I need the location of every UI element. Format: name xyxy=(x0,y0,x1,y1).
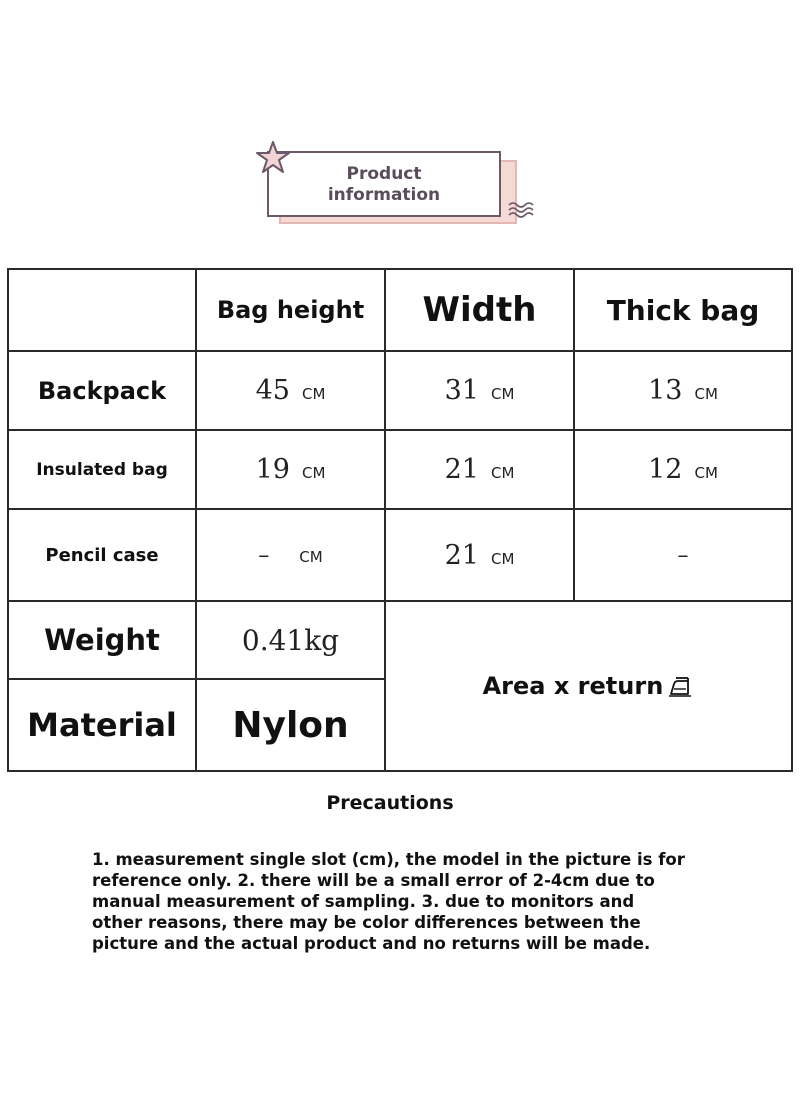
pencil-width-value: 21 xyxy=(444,539,479,571)
precautions-title: Precautions xyxy=(326,792,454,814)
table-header-row xyxy=(8,269,792,351)
unit-label: CM xyxy=(490,549,515,568)
table-row xyxy=(8,601,792,679)
iron-icon xyxy=(668,675,694,697)
precautions-text xyxy=(92,849,712,954)
pencil-thick-cell xyxy=(574,509,792,601)
insulated-width-cell xyxy=(385,430,574,509)
wave-icon xyxy=(507,200,539,220)
insulated-height-cell xyxy=(196,430,385,509)
badge-title-line1: Product xyxy=(346,164,422,184)
precautions-line: manual measurement of sampling. 3. due to monitors and xyxy=(92,892,635,911)
unit-label: CM xyxy=(694,464,718,482)
backpack-thick-cell xyxy=(574,351,792,430)
weight-value: 0.41kg xyxy=(196,601,385,679)
badge-title xyxy=(267,164,501,206)
precautions-line: 1. measurement single slot (cm), the model in the picture is for xyxy=(92,850,685,869)
table-row xyxy=(8,430,792,509)
care-label: Area x return xyxy=(482,672,664,700)
row-label-backpack: Backpack xyxy=(8,351,196,430)
column-header-bag-height: Bag height xyxy=(196,269,385,351)
unit-label: CM xyxy=(301,464,326,482)
material-value: Nylon xyxy=(196,679,385,771)
unit-label: CM xyxy=(490,464,515,482)
table-row xyxy=(8,351,792,430)
backpack-height-value: 45 xyxy=(255,375,290,406)
star-icon xyxy=(255,140,295,180)
pencil-height-cell xyxy=(196,509,385,601)
product-information-badge xyxy=(255,140,545,240)
backpack-width-value: 31 xyxy=(444,375,479,406)
unit-label: CM xyxy=(299,547,323,566)
insulated-thick-cell xyxy=(574,430,792,509)
unit-label: CM xyxy=(301,385,326,403)
insulated-height-value: 19 xyxy=(255,454,290,485)
table-row xyxy=(8,509,792,601)
row-label-pencil-case: Pencil case xyxy=(8,509,196,601)
backpack-width-cell xyxy=(385,351,574,430)
precautions-line: other reasons, there may be color differences between the xyxy=(92,913,641,932)
row-label-weight: Weight xyxy=(8,601,196,679)
unit-label: CM xyxy=(490,385,515,403)
backpack-height-cell xyxy=(196,351,385,430)
pencil-width-cell xyxy=(385,509,574,601)
badge-title-line2: information xyxy=(327,185,441,205)
insulated-width-value: 21 xyxy=(444,454,479,485)
header-empty-cell xyxy=(8,269,196,351)
care-instruction-cell xyxy=(385,601,792,771)
precautions-line: picture and the actual product and no returns will be made. xyxy=(92,934,651,953)
backpack-thick-value: 13 xyxy=(648,375,683,406)
precautions-line: reference only. 2. there will be a small error of 2-4cm due to xyxy=(92,871,655,890)
unit-label: CM xyxy=(694,385,718,403)
pencil-thick-value: – xyxy=(677,542,689,568)
product-spec-table xyxy=(7,268,793,772)
row-label-material: Material xyxy=(8,679,196,771)
column-header-thick-bag: Thick bag xyxy=(574,269,792,351)
row-label-insulated-bag: Insulated bag xyxy=(8,430,196,509)
column-header-width: Width xyxy=(385,269,574,351)
pencil-height-value: – xyxy=(258,542,270,568)
insulated-thick-value: 12 xyxy=(648,454,683,485)
